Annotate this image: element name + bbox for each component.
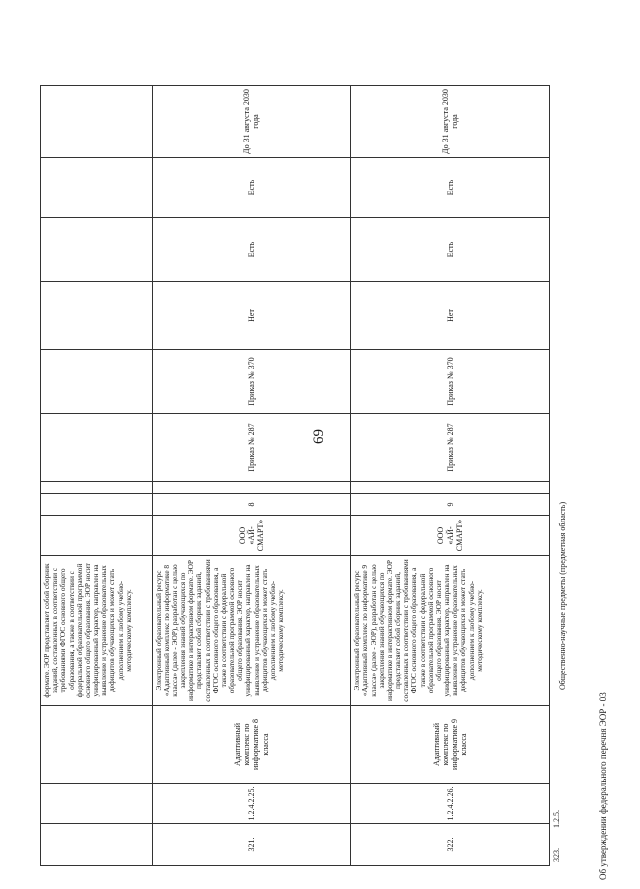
- row-description: Электронный образовательный ресурс «Адаптивный комплекс по информатике 8 класса» (далее - ЭОР), разработан с целью закрепления знаний обучающихся по информатике в интерактивном формате. ЭОР представляет собой сборник заданий, составленных в соответствии с требованиями ФГОС основного общего образования, а также в соответствии с федеральной образовательной программой основного общего образования. ЭОР носит унифицированный характер, направлен на выявление и устранение образовательных дефицитов обучающихся и может стать дополнением к любому учебно-методическому комплексу.: [152, 556, 351, 706]
- row-order2: Приказ № 370: [351, 350, 550, 414]
- document-table: [40, 85, 550, 866]
- page-number: 69: [311, 429, 327, 444]
- row-col-c: Есть: [351, 158, 550, 218]
- row-number: 322.: [351, 824, 550, 866]
- row-order1: Приказ № 287: [351, 414, 550, 482]
- row-description: Электронный образовательный ресурс «Адаптивный комплекс по информатике 9 класса» (далее - ЭОР), разработан с целью закрепления знаний обучающихся по информатике в интерактивном формате. ЭОР представляет собой сборник заданий, составленных в соответствии с требованиями ФГОС основного общего образования, а также в соответствии с федеральной образовательной программой основного общего образования. ЭОР носит унифицированный характер, направлен на выявление и устранение образовательных дефицитов обучающихся и может стать дополнением к любому учебно-методическому комплексу.: [351, 556, 550, 706]
- row-323-number: 323.: [552, 848, 561, 862]
- row-code: 1.2.4.2.25.: [152, 784, 351, 824]
- rotated-table-container: [40, 89, 570, 866]
- row-grade: 8: [152, 494, 351, 516]
- row-org: ООО «АЙ-СМАРТ»: [152, 516, 351, 556]
- row-grade: 9: [351, 494, 550, 516]
- row-col-b: Есть: [152, 218, 351, 282]
- row-name: Адаптивный комплекс по информатике 8 класса: [152, 706, 351, 784]
- table-row: [152, 86, 351, 866]
- table-row: [351, 86, 550, 866]
- row-number: 321.: [152, 824, 351, 866]
- prev-description-cell: формате. ЭОР представляет собой сборник заданий, составленных в соответствии с требованиями ФГОС основного общего образования, а также в соответствии с федеральной образовательной программой основного общего образования. ЭОР носит унифицированный характер, направлен на выявление и устранение образовательных дефицитов обучающихся и может стать дополнением к любому учебно-методическому комплексу.: [41, 556, 153, 706]
- row-deadline: До 31 августа 2030 года: [351, 86, 550, 158]
- row-col-a: Нет: [152, 282, 351, 350]
- row-order2: Приказ № 370: [152, 350, 351, 414]
- row-323-code: 1.2.5.: [552, 810, 561, 828]
- footer-text: Об утверждении федерального перечня ЭОР - 03: [598, 692, 608, 880]
- row-col-c: Есть: [152, 158, 351, 218]
- row-deadline: До 31 августа 2030 года: [152, 86, 351, 158]
- table-row: [41, 86, 153, 866]
- row-323: [552, 792, 561, 862]
- row-code: 1.2.4.2.26.: [351, 784, 550, 824]
- row-order1: Приказ № 287: [152, 414, 351, 482]
- section-heading: Общественно-научные предметы (предметная область): [558, 501, 567, 690]
- row-org: ООО «АЙ-СМАРТ»: [351, 516, 550, 556]
- row-col-b: Есть: [351, 218, 550, 282]
- row-name: Адаптивный комплекс по информатике 9 класса: [351, 706, 550, 784]
- row-col-a: Нет: [351, 282, 550, 350]
